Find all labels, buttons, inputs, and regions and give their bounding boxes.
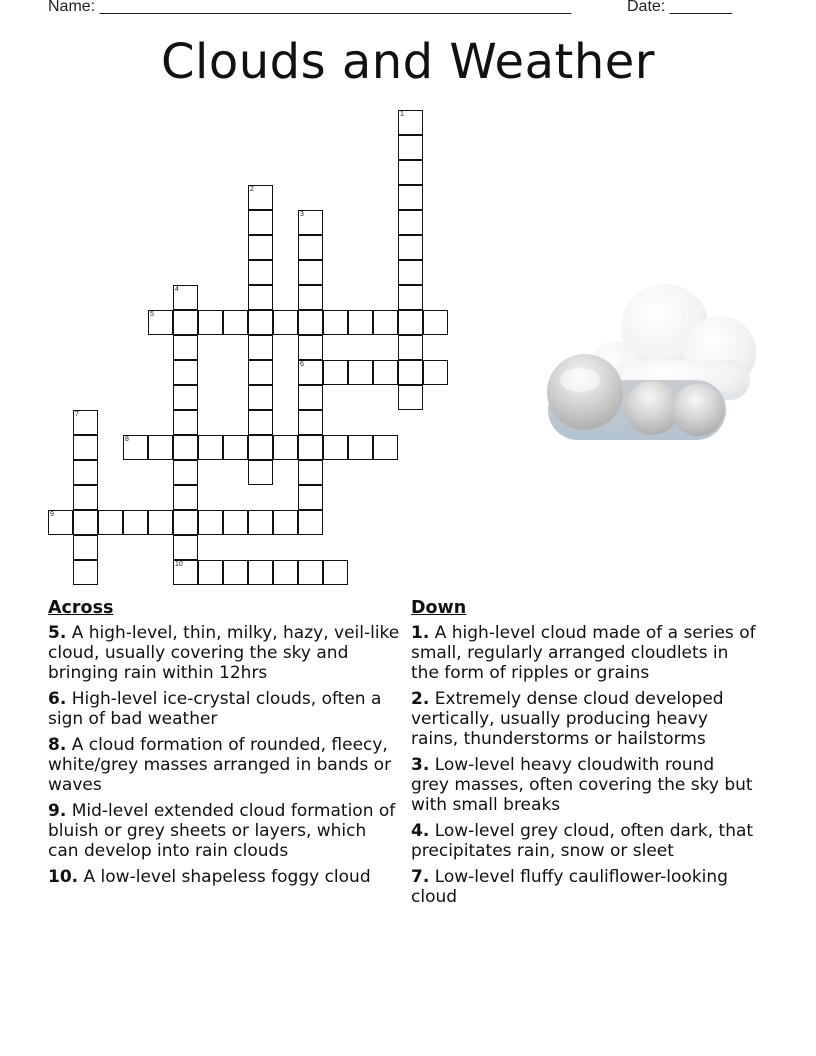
clue-text: A low-level shapeless foggy cloud <box>78 867 371 887</box>
grid-cell[interactable] <box>273 510 298 535</box>
grid-cell[interactable] <box>73 560 98 585</box>
grid-cell[interactable] <box>248 560 273 585</box>
clue-text: Mid-level extended cloud formation of bluish or grey sheets or layers, which can develop into rain clouds <box>48 801 396 861</box>
grid-cell[interactable] <box>373 435 398 460</box>
grid-cell[interactable] <box>398 185 423 210</box>
grid-cell[interactable] <box>248 185 273 210</box>
clue-number-label: 2. <box>411 689 430 709</box>
grid-cell[interactable] <box>298 485 323 510</box>
grid-cell[interactable] <box>298 285 323 310</box>
grid-cell[interactable] <box>298 260 323 285</box>
grid-cell[interactable] <box>148 510 173 535</box>
grid-cell[interactable] <box>398 235 423 260</box>
grid-cell[interactable] <box>323 435 348 460</box>
clue-number-label: 4. <box>411 821 430 841</box>
clue-number-label: 1. <box>411 623 430 643</box>
grid-cell[interactable] <box>173 560 198 585</box>
grid-cell[interactable] <box>298 460 323 485</box>
clue-item <box>411 689 756 749</box>
grid-cell[interactable] <box>73 435 98 460</box>
down-heading: Down <box>411 598 467 618</box>
grid-cell[interactable] <box>148 310 173 335</box>
clue-number: 2 <box>250 186 254 193</box>
grid-cell[interactable] <box>398 310 423 335</box>
grid-cell[interactable] <box>273 435 298 460</box>
grid-cell[interactable] <box>423 310 448 335</box>
grid-cell[interactable] <box>298 385 323 410</box>
grid-cell[interactable] <box>248 335 273 360</box>
clue-number-label: 7. <box>411 867 430 887</box>
grid-cell[interactable] <box>173 335 198 360</box>
clue-number: 6 <box>300 361 304 368</box>
clue-item <box>411 821 756 861</box>
grid-cell[interactable] <box>398 160 423 185</box>
across-clues <box>48 598 400 893</box>
grid-cell[interactable] <box>198 560 223 585</box>
grid-cell[interactable] <box>173 535 198 560</box>
grid-cell[interactable] <box>248 310 273 335</box>
clue-item <box>48 689 400 729</box>
clue-text: A cloud formation of rounded, fleecy, white/grey masses arranged in bands or waves <box>48 735 392 795</box>
clue-number-label: 3. <box>411 755 430 775</box>
grid-cell[interactable] <box>248 510 273 535</box>
clue-number: 4 <box>175 286 179 293</box>
grid-cell[interactable] <box>248 435 273 460</box>
clue-number: 5 <box>150 311 154 318</box>
grid-cell[interactable] <box>298 310 323 335</box>
grid-cell[interactable] <box>173 510 198 535</box>
grid-cell[interactable] <box>73 460 98 485</box>
clue-number-label: 5. <box>48 623 67 643</box>
date-field: Date: _______ <box>627 0 732 15</box>
clue-number-label: 10. <box>48 867 79 887</box>
grid-cell[interactable] <box>48 510 73 535</box>
grid-cell[interactable] <box>173 385 198 410</box>
grid-cell[interactable] <box>298 560 323 585</box>
clue-text: Low-level heavy cloudwith round grey masses, often covering the sky but with small breaks <box>411 755 753 815</box>
grid-cell[interactable] <box>248 360 273 385</box>
grid-cell[interactable] <box>248 385 273 410</box>
grid-cell[interactable] <box>223 435 248 460</box>
grid-cell[interactable] <box>298 410 323 435</box>
clue-number: 7 <box>75 411 79 418</box>
grid-cell[interactable] <box>198 435 223 460</box>
grid-cell[interactable] <box>398 210 423 235</box>
grid-cell[interactable] <box>248 260 273 285</box>
grid-cell[interactable] <box>73 410 98 435</box>
grid-cell[interactable] <box>298 210 323 235</box>
grid-cell[interactable] <box>348 435 373 460</box>
clue-item <box>48 867 400 887</box>
clue-number: 1 <box>400 111 404 118</box>
clue-number: 9 <box>50 511 54 518</box>
grid-cell[interactable] <box>73 510 98 535</box>
clue-item <box>48 801 400 861</box>
clue-number-label: 8. <box>48 735 67 755</box>
clue-text: A high-level, thin, milky, hazy, veil-like cloud, usually covering the sky and bringing rain within 12hrs <box>48 623 400 683</box>
grid-cell[interactable] <box>248 285 273 310</box>
grid-cell[interactable] <box>123 510 148 535</box>
clue-number: 8 <box>125 436 129 443</box>
grid-cell[interactable] <box>298 435 323 460</box>
grid-cell[interactable] <box>98 510 123 535</box>
grid-cell[interactable] <box>248 460 273 485</box>
grid-cell[interactable] <box>273 310 298 335</box>
grid-cell[interactable] <box>173 485 198 510</box>
name-field: Name: _____________________________________________________ <box>48 0 572 15</box>
grid-cell[interactable] <box>173 310 198 335</box>
clue-item <box>411 755 756 815</box>
grid-cell[interactable] <box>273 560 298 585</box>
clue-text: A high-level cloud made of a series of small, regularly arranged cloudlets in the form of ripples or grains <box>411 623 756 683</box>
grid-cell[interactable] <box>423 360 448 385</box>
cloud-icon <box>540 280 765 450</box>
grid-cell[interactable] <box>348 310 373 335</box>
grid-cell[interactable] <box>73 485 98 510</box>
grid-cell[interactable] <box>398 385 423 410</box>
grid-cell[interactable] <box>298 360 323 385</box>
grid-cell[interactable] <box>323 310 348 335</box>
grid-cell[interactable] <box>323 560 348 585</box>
page-title: Clouds and Weather <box>160 34 656 90</box>
clue-item <box>48 623 400 683</box>
grid-cell[interactable] <box>148 435 173 460</box>
grid-cell[interactable] <box>298 235 323 260</box>
clue-item <box>411 867 756 907</box>
grid-cell[interactable] <box>173 285 198 310</box>
grid-cell[interactable] <box>398 260 423 285</box>
across-heading: Across <box>48 598 114 618</box>
clue-number-label: 6. <box>48 689 67 709</box>
clue-number: 10 <box>175 561 183 568</box>
grid-cell[interactable] <box>198 310 223 335</box>
grid-cell[interactable] <box>248 210 273 235</box>
clue-number: 3 <box>300 211 304 218</box>
grid-cell[interactable] <box>373 360 398 385</box>
grid-cell[interactable] <box>373 310 398 335</box>
grid-cell[interactable] <box>398 110 423 135</box>
down-clues <box>411 598 756 913</box>
grid-cell[interactable] <box>223 560 248 585</box>
grid-cell[interactable] <box>173 435 198 460</box>
grid-cell[interactable] <box>398 335 423 360</box>
grid-cell[interactable] <box>323 360 348 385</box>
grid-cell[interactable] <box>348 360 373 385</box>
clue-text: Low-level grey cloud, often dark, that precipitates rain, snow or sleet <box>411 821 754 861</box>
grid-cell[interactable] <box>173 360 198 385</box>
clue-item <box>411 623 756 683</box>
grid-cell[interactable] <box>298 335 323 360</box>
clue-text: Extremely dense cloud developed vertically, usually producing heavy rains, thunderstorms or hailstorms <box>411 689 724 749</box>
grid-cell[interactable] <box>223 310 248 335</box>
clue-text: Low-level fluffy cauliflower-looking cloud <box>411 867 728 907</box>
grid-cell[interactable] <box>248 410 273 435</box>
clue-number-label: 9. <box>48 801 67 821</box>
grid-cell[interactable] <box>223 510 248 535</box>
grid-cell[interactable] <box>123 435 148 460</box>
grid-cell[interactable] <box>248 235 273 260</box>
grid-cell[interactable] <box>198 510 223 535</box>
grid-cell[interactable] <box>173 460 198 485</box>
grid-cell[interactable] <box>298 510 323 535</box>
grid-cell[interactable] <box>398 285 423 310</box>
grid-cell[interactable] <box>398 135 423 160</box>
grid-cell[interactable] <box>398 360 423 385</box>
clue-text: High-level ice-crystal clouds, often a sign of bad weather <box>48 689 382 729</box>
grid-cell[interactable] <box>73 535 98 560</box>
clue-item <box>48 735 400 795</box>
grid-cell[interactable] <box>173 410 198 435</box>
